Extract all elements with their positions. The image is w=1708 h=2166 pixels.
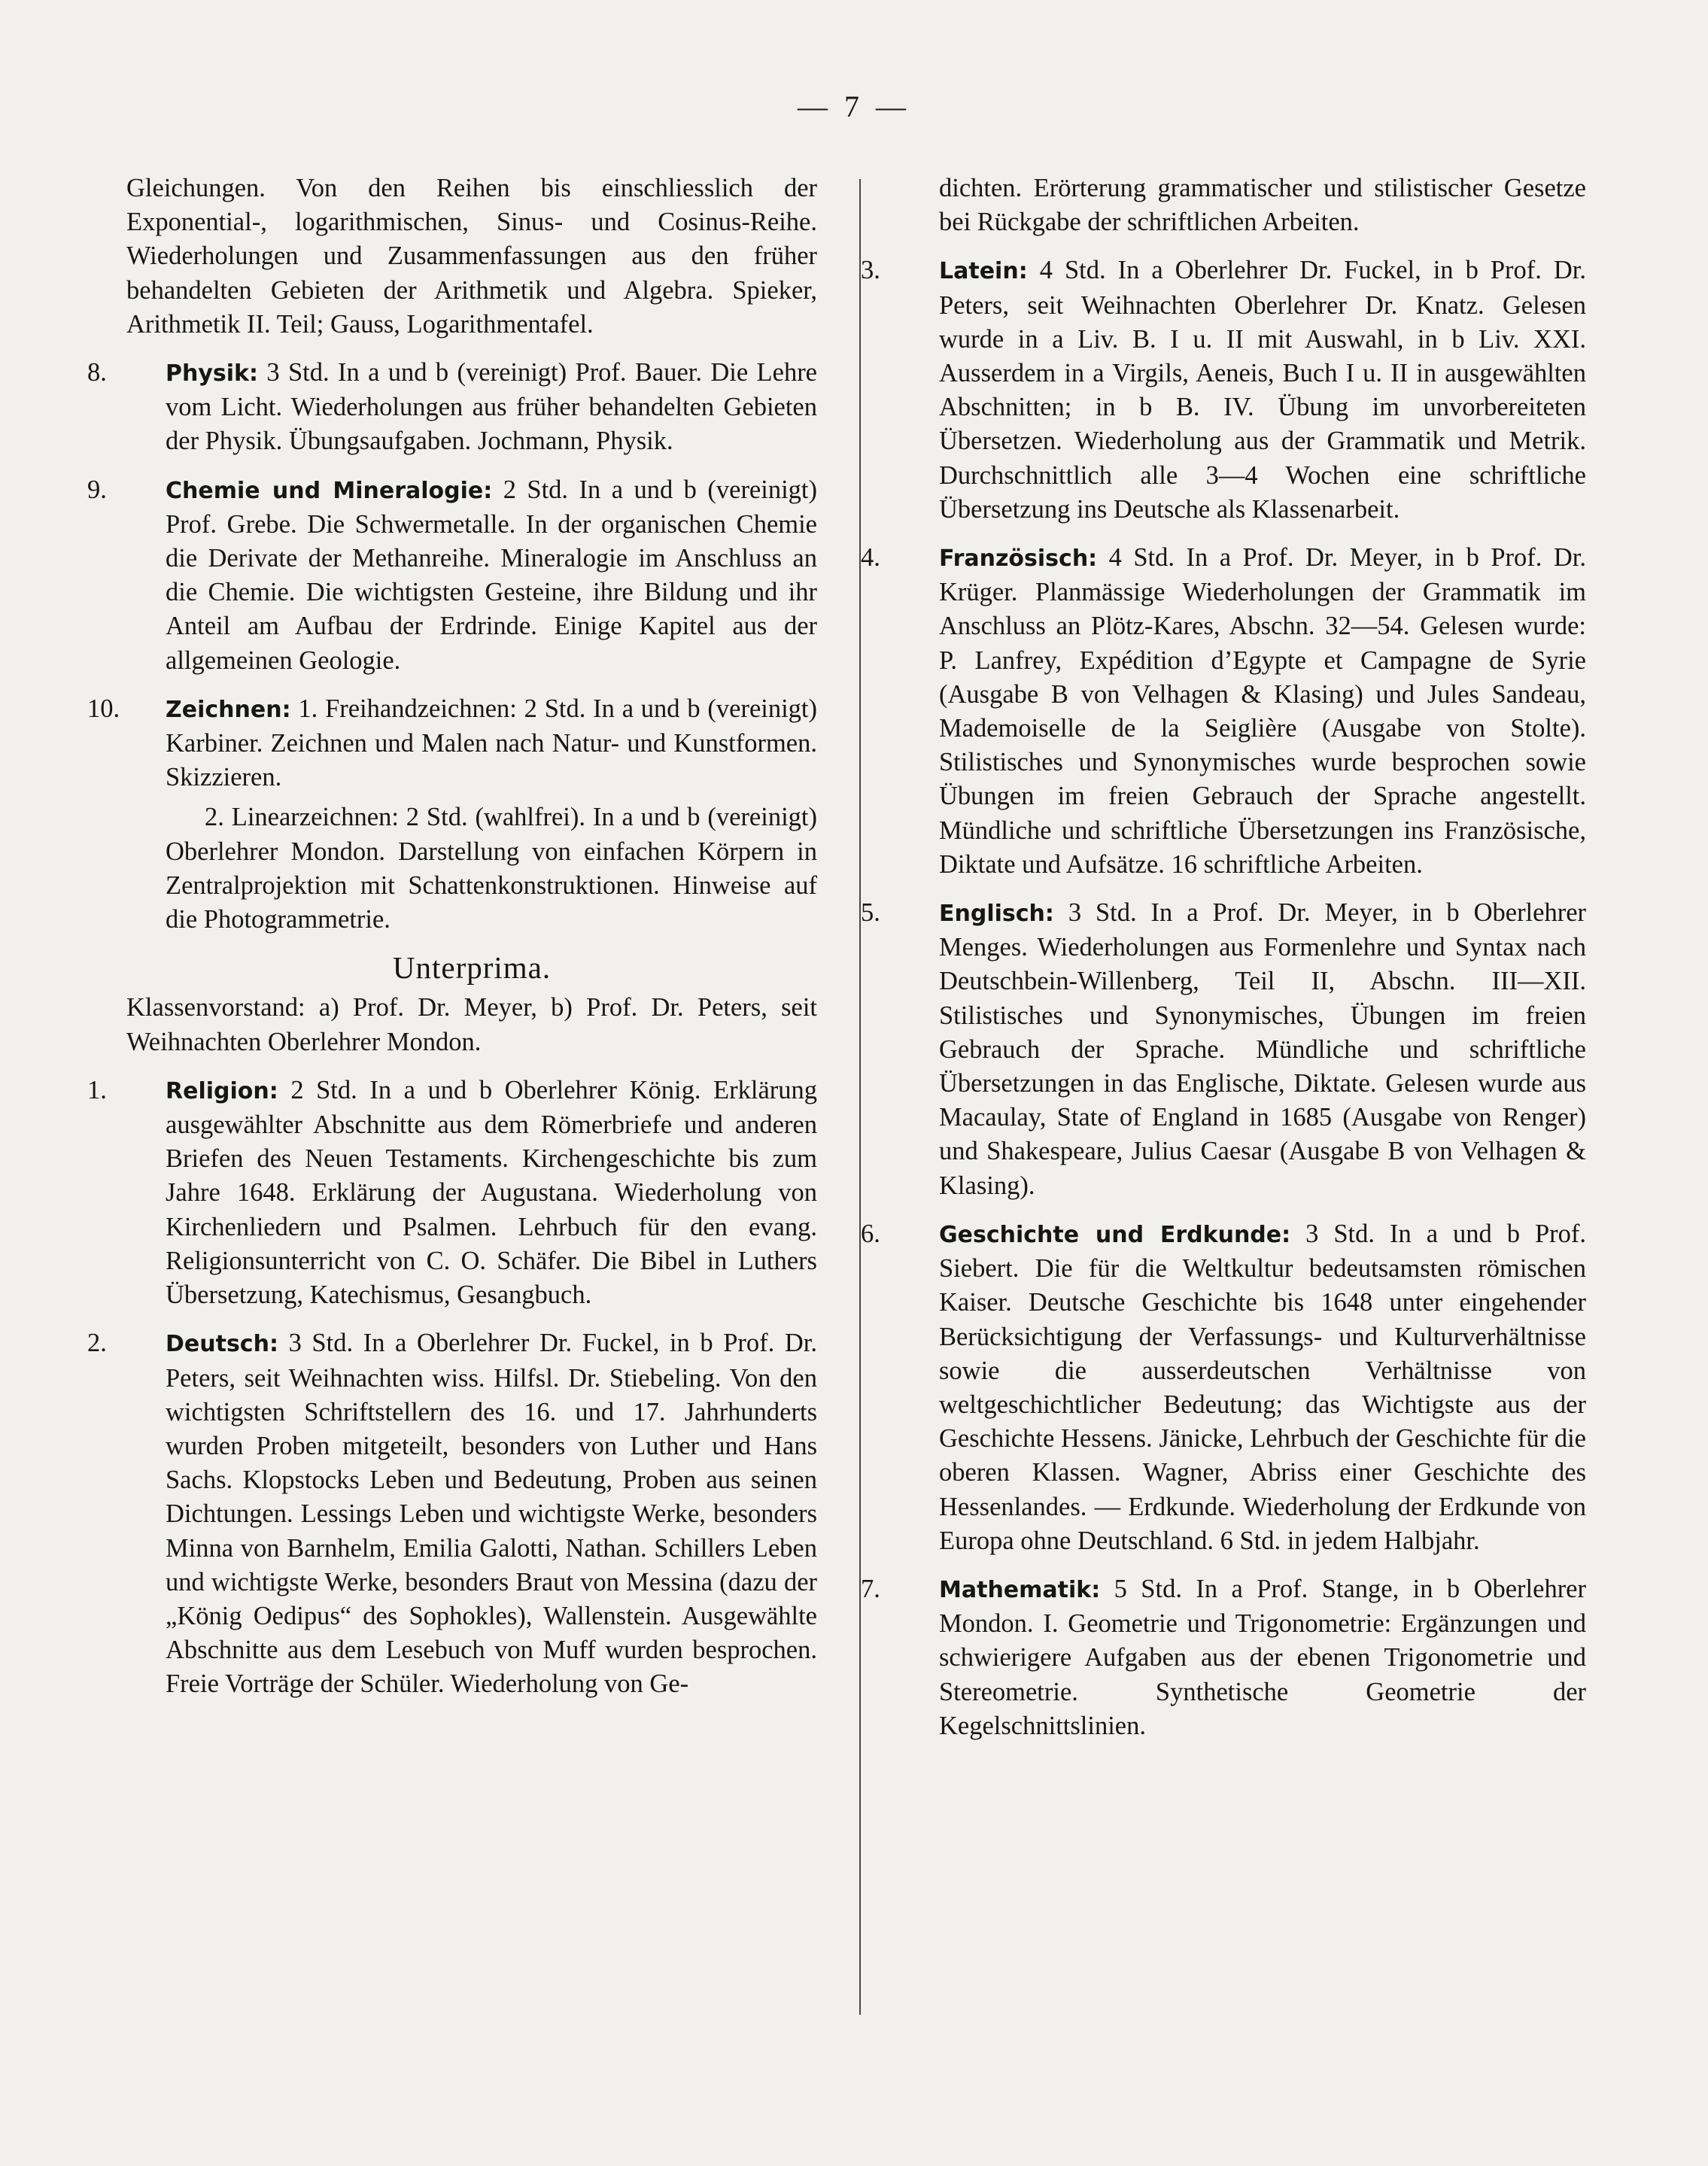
continued-paragraph: Gleichungen. Von den Reihen bis einschliesslich der Exponential-, logarithmischen, Sinus- und Cosinus-Reihe. Wiederholungen und Zusammenfassungen aus den früher behandelten Gebieten der Arithmetik und Algebra. Spieker, Arithmetik II. Teil; Gauss, Logarithmentafel. (126, 174, 817, 339)
section-title: Unterprima. (392, 950, 552, 986)
subject-zeichnen (87, 692, 817, 795)
subject-label: Latein: (939, 258, 1028, 285)
item-number: 2. (87, 1329, 107, 1358)
subject-geschichte (861, 1217, 1586, 1558)
subject-text: 2 Std. In a und b Oberlehrer König. Erklärung ausgewählter Abschnitte aus dem Römerbriefe und anderen Briefen des Neuen Testaments. Kirchengeschichte bis zum Jahre 1648. Erklärung der Augustana. Wiederholung von Kirchenliedern und Psalmen. Lehrbuch für den evang. Religionsunterricht von C. O. Schäfer. Die Bibel in Luthers Übersetzung, Katechismus, Gesangbuch. (166, 1075, 817, 1310)
subject-franzoesisch (861, 541, 1586, 882)
subject-deutsch (87, 1326, 817, 1701)
subject-religion (87, 1074, 817, 1312)
subject-label: Chemie und Mineralogie: (166, 477, 493, 504)
subject-englisch (861, 896, 1586, 1203)
subject-chemie (87, 473, 817, 678)
item-number: 5. (861, 898, 880, 928)
subject-text: 3 Std. In a und b (vereinigt) Prof. Bauer. Die Lehre vom Licht. Wiederholungen aus früher behandelten Gebieten der Physik. Übungsaufgaben. Jochmann, Physik. (166, 358, 817, 456)
subject-text: 4 Std. In a Prof. Dr. Meyer, in b Prof. Dr. Krüger. Planmässige Wiederholungen der Grammatik im Anschluss an Plötz-Kares, Abschn. 32—54. Gelesen wurde: P. Lanfrey, Expédition d’Egypte et Campagne de Syrie (Ausgabe B von Velhagen & Klasing) und Jules Sandeau, Mademoiselle de la Seiglière (Ausgabe von Stolte). Stilistisches und Synonymisches wurde besprochen sowie Übungen im freien Gebrauch der Sprache angestellt. Mündliche und schriftliche Übersetzungen ins Französische, Diktate und Aufsätze. 16 schriftliche Arbeiten. (939, 543, 1586, 879)
subject-text: 5 Std. In a Prof. Stange, in b Oberlehrer Mondon. I. Geometrie und Trigonometrie: Ergänzungen und schwierigere Aufgaben aus der ebenen Trigonometrie und Stereometrie. Synthetische Geometrie der Kegelschnittslinien. (939, 1574, 1586, 1740)
subject-label: Mathematik: (939, 1576, 1101, 1603)
subject-text: 4 Std. In a Oberlehrer Dr. Fuckel, in b Prof. Dr. Peters, seit Weihnachten Oberlehrer Dr. Knatz. Gelesen wurde in a Liv. B. I u. II mit Auswahl, in b Liv. XXI. Ausserdem in a Virgils, Aeneis, Buch I u. II in ausgewählten Abschnitten; in b B. IV. Übung im unvorbereiteten Übersetzen. Wiederholung aus der Grammatik und Metrik. Durchschnittlich alle 3—4 Wochen eine schriftliche Übersetzung ins Deutsche als Klassenarbeit. (939, 256, 1586, 524)
subject-label: Religion: (166, 1077, 278, 1104)
subject-text: 1. Freihandzeichnen: 2 Std. In a und b (vereinigt) Karbiner. Zeichnen und Malen nach Natur- und Kunstformen. Skizzieren. (166, 694, 817, 792)
continued-paragraph: dichten. Erörterung grammatischer und stilistischer Gesetze bei Rückgabe der schriftlichen Arbeiten. (939, 174, 1586, 237)
subject-label: Zeichnen: (166, 696, 291, 723)
subject-label: Physik: (166, 360, 258, 387)
subject-label: Deutsch: (166, 1331, 278, 1358)
item-number: 1. (87, 1075, 107, 1104)
item-number: 3. (861, 256, 880, 285)
item-number: 9. (87, 475, 107, 504)
right-column (861, 172, 1586, 1757)
item-number: 6. (861, 1219, 880, 1248)
subject-label: Französisch: (939, 545, 1098, 573)
item-number: 7. (861, 1574, 880, 1603)
subject-text: 3 Std. In a und b Prof. Siebert. Die für die Weltkultur bedeutsamsten römischen Kaiser. Deutsche Geschichte bis 1648 unter eingehender Berücksichtigung der Verfassungs- und Kulturverhältnisse sowie die ausserdeutschen Verhältnisse von weltgeschichtlicher Bedeutung; das Wichtigste aus der Geschichte Hessens. Jänicke, Lehrbuch der Geschichte für die oberen Klassen. Wagner, Abriss einer Geschichte des Hessenlandes. — Erdkunde. Wiederholung der Erdkunde von Europa ohne Deutschland. 6 Std. in jedem Halbjahr. (939, 1219, 1586, 1555)
page-number: — 7 — (798, 90, 910, 123)
subject-latein (861, 254, 1586, 527)
subject-text: 3 Std. In a Prof. Dr. Meyer, in b Oberlehrer Menges. Wiederholungen aus Formenlehre und Syntax nach Deutschbein-Willenberg, Teil II, Abschn. III—XII. Stilistisches und Synonymisches, Übungen im freien Gebrauch der Sprache. Mündliche und schriftliche Übersetzungen in das Englische, Diktate. Gelesen wurde aus Macaulay, State of England in 1685 (Ausgabe von Renger) und Shakespeare, Julius Caesar (Ausgabe B von Velhagen & Klasing). (939, 898, 1586, 1200)
subject-mathematik (861, 1572, 1586, 1743)
klassenvorstand: Klassenvorstand: a) Prof. Dr. Meyer, b) Prof. Dr. Peters, seit Weihnachten Oberlehrer Mondon. (126, 993, 817, 1056)
subject-physik (87, 356, 817, 459)
subject-text: 2 Std. In a und b (vereinigt) Prof. Grebe. Die Schwermetalle. In der organischen Chemie die Derivate der Methanreihe. Mineralogie im Anschluss an die Chemie. Die wichtigsten Gesteine, ihre Bildung und ihr Anteil am Aufbau der Erdrinde. Einige Kapitel aus der allgemeinen Geologie. (166, 475, 817, 675)
column-divider (859, 179, 861, 2015)
subject-text: 3 Std. In a Oberlehrer Dr. Fuckel, in b Prof. Dr. Peters, seit Weihnachten wiss. Hilfsl. Dr. Stiebeling. Von den wichtigsten Schriftstellern des 16. und 17. Jahrhunderts wurden Proben mitgeteilt, besonders von Luther und Hans Sachs. Klopstocks Leben und Bedeutung, Proben aus seinen Dichtungen. Lessings Leben und wichtigste Werke, besonders Minna von Barnhelm, Emilia Galotti, Nathan. Schillers Leben und wichtigste Werke, besonders Braut von Messina (dazu der „König Oedipus“ des Sophokles), Wallenstein. Ausgewählte Abschnitte aus dem Lesebuch von Muff wurden besprochen. Freie Vorträge der Schüler. Wiederholung von Ge- (166, 1329, 817, 1699)
left-column (87, 172, 817, 1716)
zeichnen-linear: 2. Linearzeichnen: 2 Std. (wahlfrei). In a und b (vereinigt) Oberlehrer Mondon. Darstellung von einfachen Körpern in Zentralprojektion mit Schattenkonstruktionen. Hinweise auf die Photogrammetrie. (166, 803, 817, 934)
item-number: 10. (87, 694, 120, 723)
subject-label: Englisch: (939, 901, 1054, 928)
item-number: 8. (87, 358, 107, 387)
item-number: 4. (861, 543, 880, 573)
subject-label: Geschichte und Erdkunde: (939, 1221, 1291, 1248)
